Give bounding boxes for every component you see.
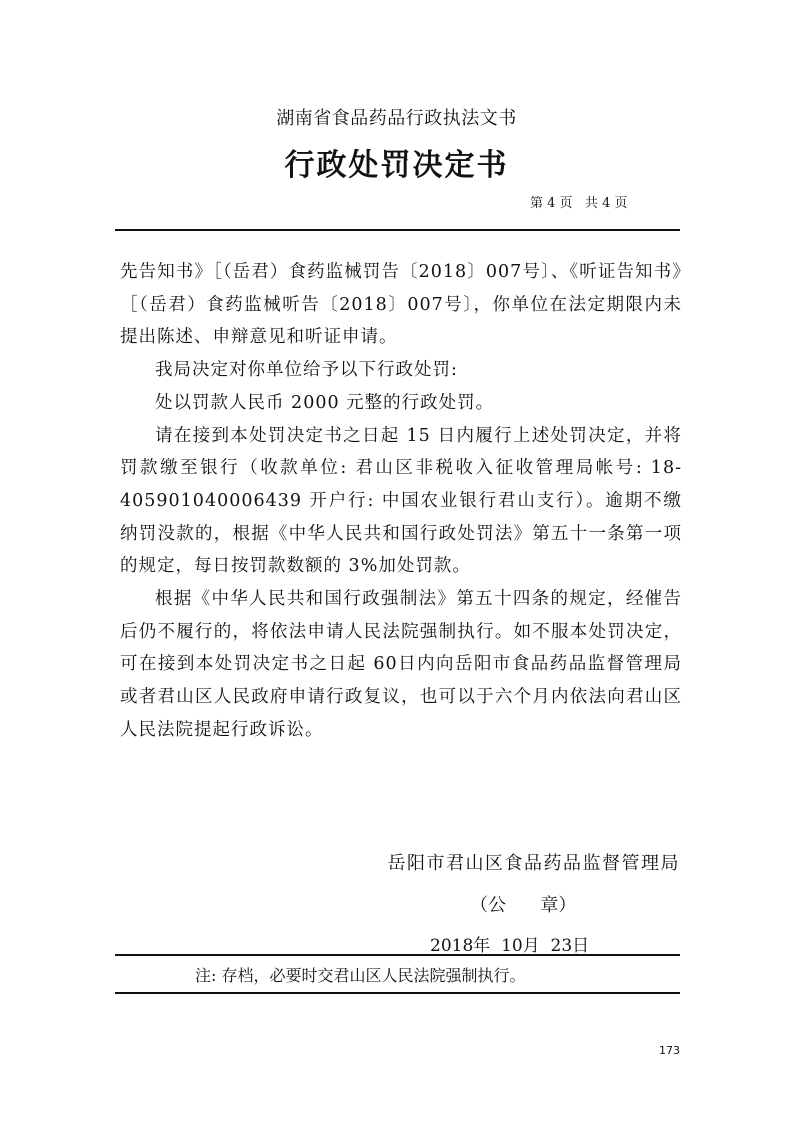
issue-date: 2018年 10月 23日 bbox=[430, 936, 590, 956]
header-divider bbox=[115, 229, 680, 231]
official-seal-placeholder: （公 章） bbox=[470, 895, 577, 916]
document-header-subtitle: 湖南省食品药品行政执法文书 bbox=[276, 108, 517, 129]
issuing-organization: 岳阳市君山区食品药品监督管理局 bbox=[387, 853, 680, 874]
document-title: 行政处罚决定书 bbox=[284, 148, 509, 183]
body-paragraph-continuation: 先告知书》［（岳君）食药监械罚告〔2018〕007号〕、《听证告知书》［（岳君）食药监械听告〔2018〕007号〕，你单位在法定期限内未提出陈述、申辩意见和听证申请。 bbox=[120, 262, 682, 348]
body-paragraph-decision: 我局决定对你单位给予以下行政处罚: bbox=[155, 360, 458, 381]
footer-divider-top bbox=[115, 954, 680, 956]
footnote: 注: 存档，必要时交君山区人民法院强制执行。 bbox=[195, 966, 526, 985]
page-info: 第 4 页 共 4 页 bbox=[530, 196, 628, 211]
body-paragraph-penalty: 处以罚款人民币 2000 元整的行政处罚。 bbox=[155, 392, 495, 413]
page-number: 173 bbox=[659, 1044, 680, 1057]
body-paragraph-payment: 请在接到本处罚决定书之日起 15 日内履行上述处罚决定，并将罚款缴至银行（收款单位: 君山区非税收入征收管理局帐号: 18-405901040006439 开户行: 中国农业银行君山支行）。逾期不缴纳罚没款的，根据《中华人民共和国行政处罚法》第五十一条第一项的规定，每日按罚款数额的 3%加处罚款。 bbox=[120, 425, 682, 577]
body-paragraph-enforcement: 根据《中华人民共和国行政强制法》第五十四条的规定，经催告后仍不履行的，将依法申请人民法院强制执行。如不服本处罚决定，可在接到本处罚决定书之日起 60日内向岳阳市食品药品监督管理局或者君山区人民政府申请行政复议，也可以于六个月内依法向君山区人民法院提起行政诉讼。 bbox=[120, 589, 682, 740]
footer-divider-bottom bbox=[115, 992, 680, 994]
document-body bbox=[120, 256, 682, 747]
